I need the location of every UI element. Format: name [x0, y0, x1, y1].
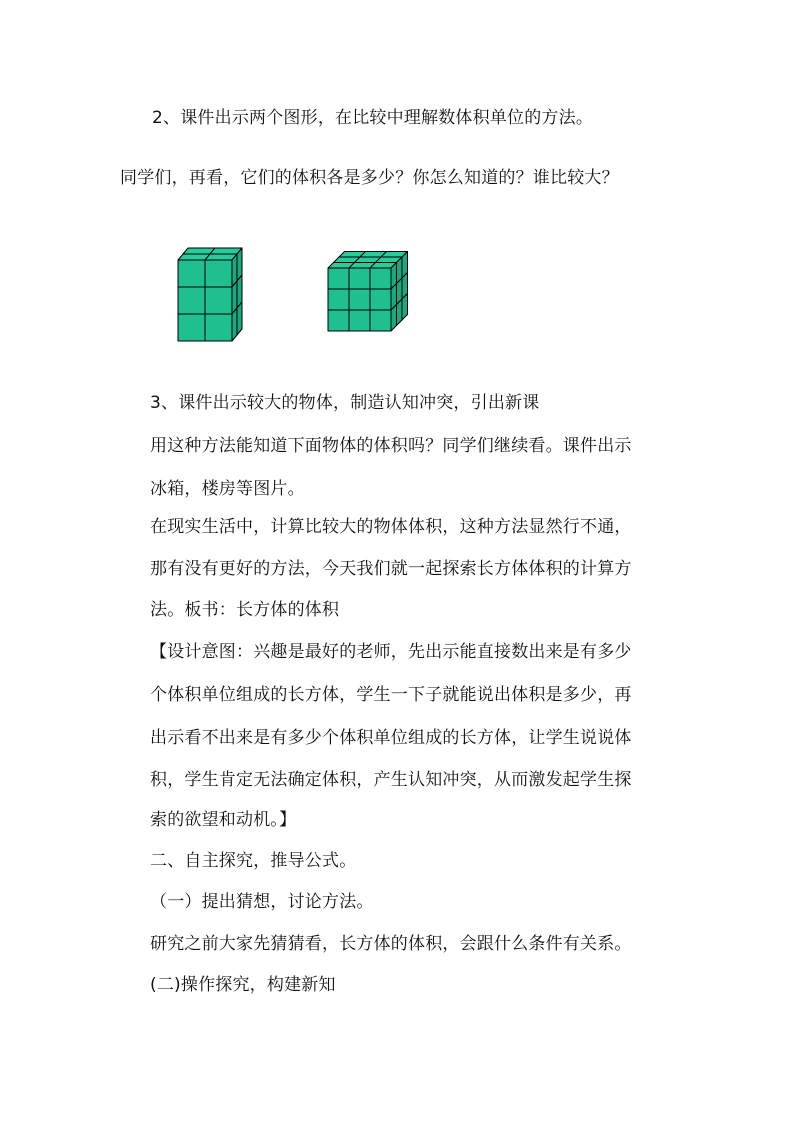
design-intent-line: 【设计意图：兴趣是最好的老师，先出示能直接数出来是有多少: [150, 642, 632, 662]
cube-front-face: [178, 260, 205, 287]
cube-side-face: [402, 294, 408, 321]
subsection-heading: (二)操作探究，构建新知: [150, 975, 336, 995]
cube-front-face: [328, 289, 349, 310]
cube-side-face: [397, 299, 403, 326]
cube-front-face: [205, 260, 232, 287]
cube-front-face: [370, 289, 391, 310]
cube-front-face: [370, 268, 391, 289]
cube-front-face: [349, 310, 370, 331]
cube-front-face: [178, 287, 205, 314]
cube-side-face: [237, 302, 242, 335]
design-intent-line: 个体积单位组成的长方体，学生一下子就能说出体积是多少，再: [150, 685, 632, 705]
design-intent-line: 索的欲望和动机。】: [150, 810, 297, 830]
cube-front-face: [349, 289, 370, 310]
cube-front-face: [328, 268, 349, 289]
section-2-heading: 2、课件出示两个图形，在比较中理解数体积单位的方法。: [152, 108, 594, 128]
question-text: 同学们，再看，它们的体积各是多少？你怎么知道的？谁比较大？: [120, 168, 619, 188]
paragraph-line: 冰箱，楼房等图片。: [150, 479, 305, 499]
paragraph-line: 法。板书：长方体的体积: [150, 600, 340, 620]
subsection-heading: （一）提出猜想，讨论方法。: [150, 892, 374, 912]
cube-front-face: [349, 268, 370, 289]
cube-front-face: [205, 287, 232, 314]
design-intent-line: 积，学生肯定无法确定体积，产生认知冲突，从而激发起学生探: [150, 770, 632, 790]
cube-front-face: [370, 310, 391, 331]
cube-side-face: [232, 308, 237, 341]
section-two-heading: 二、自主探究，推导公式。: [150, 851, 357, 871]
cube-front-face: [178, 314, 205, 341]
paragraph-line: 在现实生活中，计算比较大的物体体积，这种方法显然行不通，: [150, 517, 632, 537]
cube-side-face: [391, 305, 397, 332]
cube-front-face: [205, 314, 232, 341]
paragraph-line: 用这种方法能知道下面物体的体积吗？同学们继续看。课件出示: [150, 436, 632, 456]
design-intent-line: 出示看不出来是有多少个体积单位组成的长方体，让学生说说体: [150, 728, 632, 748]
paragraph-line: 那有没有更好的方法，今天我们就一起探索长方体体积的计算方: [150, 559, 632, 579]
cube-front-face: [328, 310, 349, 331]
section-3-heading: 3、课件出示较大的物体，制造认知冲突，引出新课: [150, 393, 540, 413]
paragraph-line: 研究之前大家先猜猜看，长方体的体积，会跟什么条件有关系。: [150, 934, 632, 954]
